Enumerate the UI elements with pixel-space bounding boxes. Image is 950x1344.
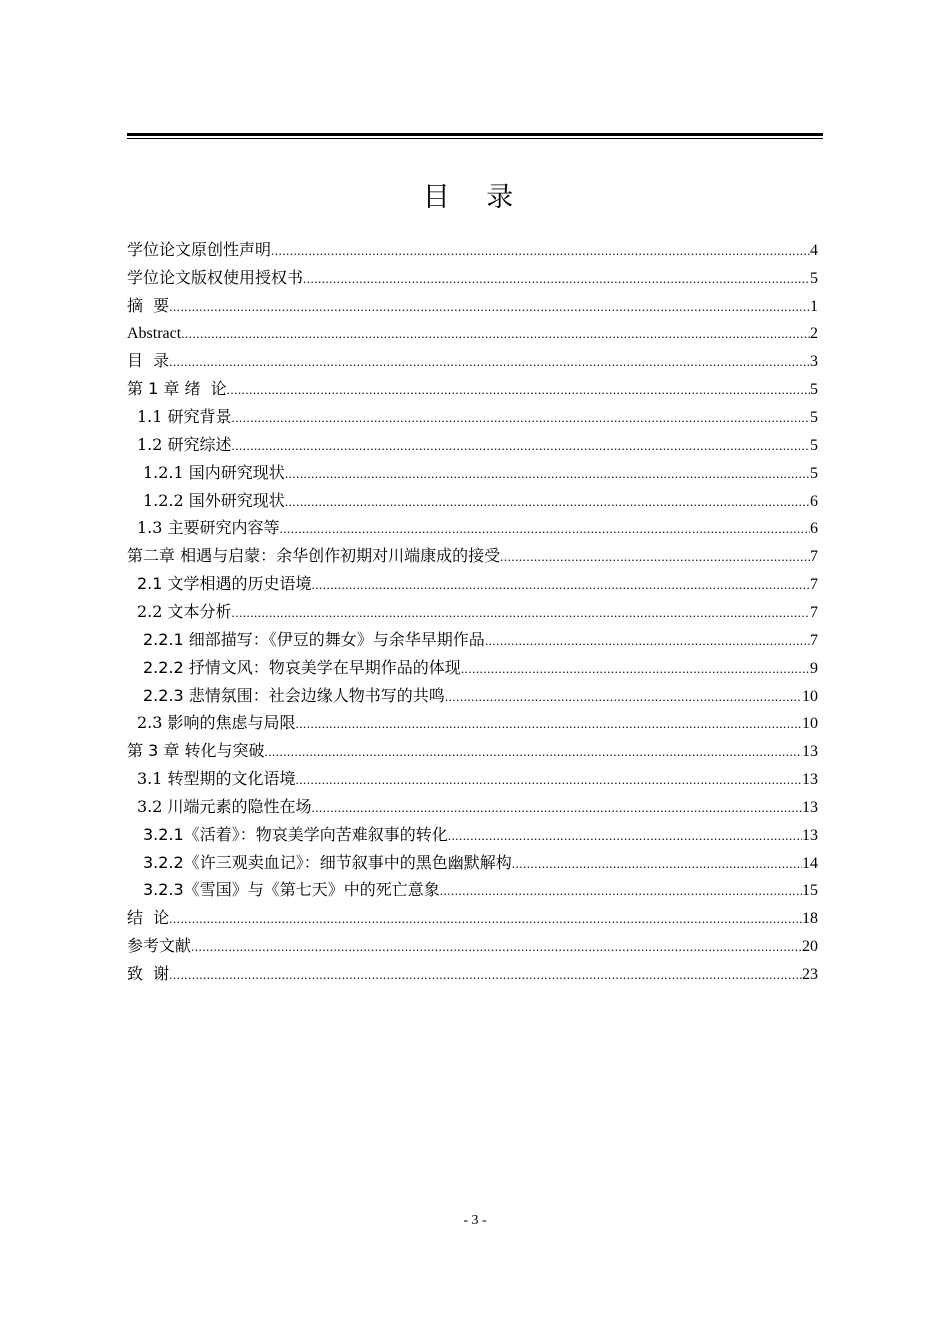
page-number-footer: - 3 - (463, 1213, 487, 1228)
toc-entry-page: 3 (810, 353, 818, 371)
toc-entry-label: 2.1 文学相遇的历史语境 (137, 574, 312, 594)
toc-entry-page: 20 (802, 938, 818, 956)
toc-entry-page: 7 (810, 603, 818, 621)
toc-leader-dots (232, 404, 810, 431)
toc-entry-page: 13 (802, 826, 818, 844)
toc-entry[interactable] (127, 709, 818, 737)
toc-entry-label: 1.1 研究背景 (137, 407, 232, 427)
toc-leader-dots (181, 320, 810, 348)
toc-entry[interactable] (127, 876, 818, 904)
toc-entry-label: 第 1 章 绪 论 (127, 379, 227, 399)
toc-entry[interactable] (127, 403, 818, 431)
toc-leader-dots (440, 877, 802, 904)
toc-entry-label: 2.2 文本分析 (137, 601, 232, 621)
header-rule-thin (127, 138, 823, 139)
toc-entry[interactable] (127, 487, 818, 515)
toc-entry-label: 1.2.2 国外研究现状 (143, 490, 285, 510)
toc-entry-page: 5 (810, 409, 818, 427)
toc-entry[interactable] (127, 570, 818, 598)
toc-entry[interactable] (127, 264, 818, 292)
toc-leader-dots (296, 766, 802, 793)
toc-entry[interactable] (127, 765, 818, 793)
toc-leader-dots (191, 933, 802, 960)
toc-entry[interactable] (127, 654, 818, 682)
toc-entry-label: 摘 要 (127, 295, 170, 315)
toc-entry[interactable] (127, 347, 818, 375)
toc-entry-page: 4 (810, 242, 818, 259)
toc-entry-label: 结 论 (127, 908, 170, 928)
toc-entry-label: 1.2 研究综述 (137, 434, 232, 454)
toc-entry-label: 致 谢 (127, 963, 170, 983)
toc-entry-label: 1.3 主要研究内容等 (137, 518, 280, 538)
toc-entry-label: 1.2.1 国内研究现状 (143, 462, 285, 482)
toc-entry-label: 3.2.1《活着》：物哀美学向苦难叙事的转化 (143, 824, 448, 844)
toc-entry-label: 3.2.2《许三观卖血记》：细节叙事中的黑色幽默解构 (143, 852, 512, 872)
toc-entry[interactable] (127, 737, 818, 765)
toc-entry-label: 3.2.3《雪国》与《第七天》中的死亡意象 (143, 880, 440, 900)
toc-entry[interactable] (127, 375, 818, 403)
toc-leader-dots (169, 961, 802, 988)
toc-entry-page: 10 (802, 715, 818, 733)
toc-leader-dots (312, 571, 810, 598)
toc-entry[interactable] (127, 459, 818, 487)
toc-entry[interactable] (127, 821, 818, 849)
toc-entry-page: 10 (802, 687, 818, 705)
toc-entry-label: 第 3 章 转化与突破 (127, 741, 265, 761)
toc-entry-page: 23 (802, 965, 818, 983)
toc-entry[interactable] (127, 682, 818, 710)
table-of-contents (127, 236, 818, 988)
toc-entry-page: 14 (802, 854, 818, 872)
toc-entry[interactable] (127, 849, 818, 877)
toc-entry[interactable] (127, 431, 818, 459)
toc-entry-page: 2 (810, 324, 818, 342)
toc-leader-dots (285, 488, 810, 515)
toc-entry-page: 7 (810, 631, 818, 649)
toc-entry-page: 6 (810, 520, 818, 538)
toc-leader-dots (285, 460, 810, 487)
toc-leader-dots (232, 432, 810, 459)
toc-leader-dots (296, 710, 802, 737)
toc-entry-page: 13 (802, 798, 818, 816)
toc-entry-page: 5 (810, 269, 818, 287)
toc-entry-page: 7 (810, 576, 818, 594)
toc-entry-label: 2.2.2 抒情文风：物哀美学在早期作品的体现 (143, 657, 461, 677)
toc-leader-dots (264, 738, 802, 765)
toc-leader-dots (303, 265, 810, 292)
toc-entry[interactable] (127, 960, 818, 988)
toc-entry-label: 学位论文原创性声明 (127, 240, 272, 259)
toc-leader-dots (461, 655, 810, 682)
toc-leader-dots (169, 348, 810, 375)
toc-entry-page: 15 (802, 882, 818, 900)
toc-entry-label: 2.2.3 悲情氛围：社会边缘人物书写的共鸣 (143, 685, 445, 705)
toc-entry-page: 5 (810, 381, 818, 399)
toc-leader-dots (485, 627, 810, 654)
toc-entry-label: Abstract (127, 324, 182, 342)
toc-entry-label: 参考文献 (127, 936, 192, 956)
toc-entry-page: 1 (810, 297, 818, 315)
toc-entry-page: 13 (802, 771, 818, 789)
toc-leader-dots (512, 850, 802, 877)
toc-leader-dots (500, 543, 810, 570)
toc-leader-dots (448, 822, 802, 849)
toc-entry-label: 2.3 影响的焦虑与局限 (137, 713, 296, 733)
toc-leader-dots (312, 794, 802, 821)
toc-entry[interactable] (127, 292, 818, 320)
header-rule-thick (127, 133, 823, 136)
toc-entry-page: 6 (810, 492, 818, 510)
toc-entry-page: 13 (802, 743, 818, 761)
toc-leader-dots (232, 599, 810, 626)
toc-leader-dots (169, 293, 810, 320)
toc-entry[interactable] (127, 542, 818, 570)
toc-entry-label: 目 录 (127, 351, 170, 371)
toc-entry[interactable] (127, 236, 818, 264)
toc-leader-dots (271, 237, 810, 264)
toc-leader-dots (280, 515, 810, 542)
toc-entry-label: 3.2 川端元素的隐性在场 (137, 796, 312, 816)
toc-entry[interactable] (127, 320, 818, 348)
toc-entry-page: 5 (810, 464, 818, 482)
toc-entry-label: 第二章 相遇与启蒙：余华创作初期对川端康成的接受 (127, 546, 501, 566)
toc-entry-label: 学位论文版权使用授权书 (127, 267, 304, 287)
toc-entry[interactable] (127, 626, 818, 654)
toc-entry-label: 2.2.1 细部描写：《伊豆的舞女》与余华早期作品 (143, 629, 485, 649)
toc-entry-page: 9 (810, 659, 818, 677)
toc-entry-page: 5 (810, 436, 818, 454)
toc-entry[interactable] (127, 904, 818, 932)
toc-entry[interactable] (127, 932, 818, 960)
toc-leader-dots (169, 905, 802, 932)
toc-entry-label: 3.1 转型期的文化语境 (137, 769, 296, 789)
toc-entry[interactable] (127, 598, 818, 626)
page-title: 目 录 (422, 182, 528, 213)
toc-entry[interactable] (127, 514, 818, 542)
toc-entry-page: 18 (802, 910, 818, 928)
toc-leader-dots (445, 683, 802, 710)
toc-entry[interactable] (127, 793, 818, 821)
toc-entry-page: 7 (810, 548, 818, 566)
toc-leader-dots (227, 376, 810, 403)
